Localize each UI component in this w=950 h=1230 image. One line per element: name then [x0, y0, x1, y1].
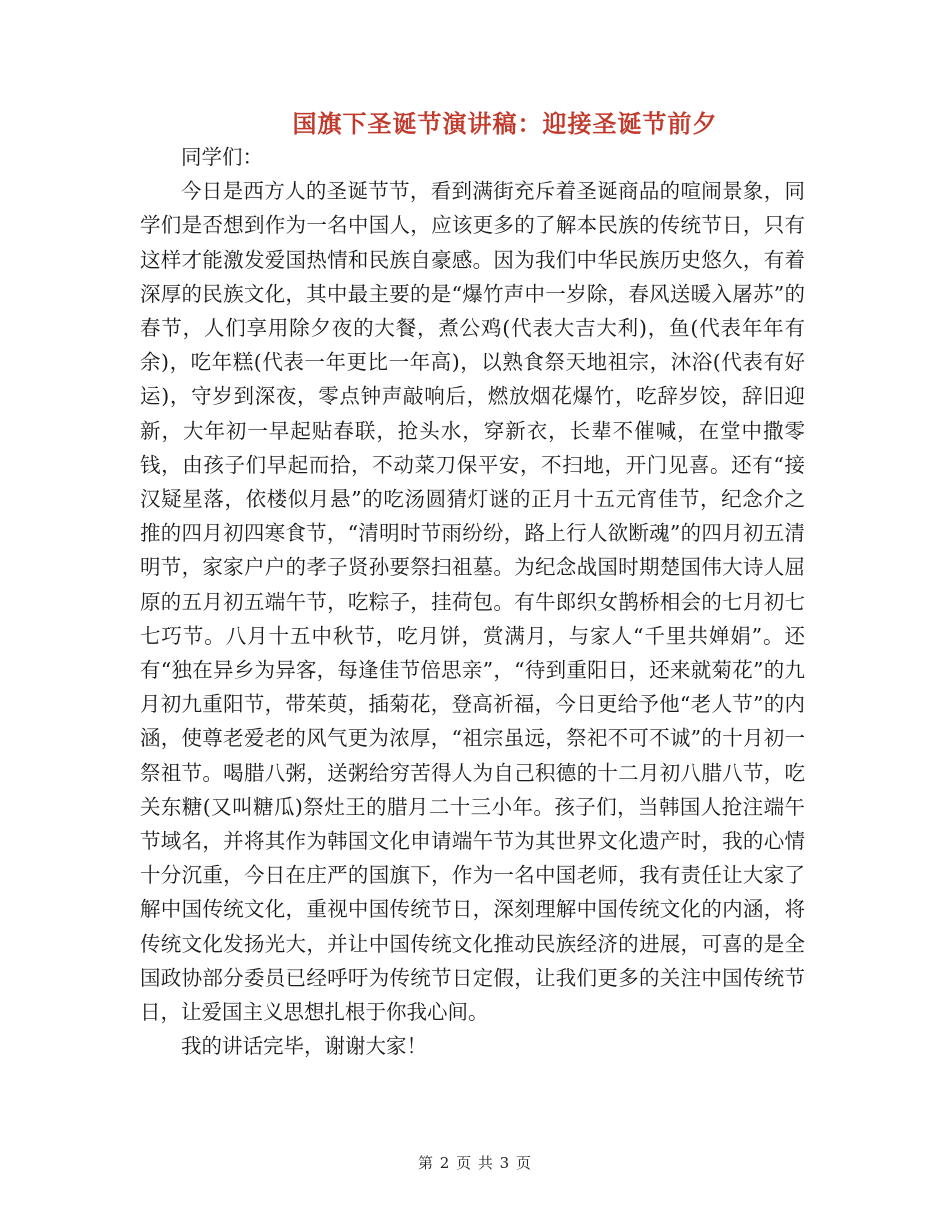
body-paragraph: 今日是西方人的圣诞节节，看到满街充斥着圣诞商品的喧闹景象，同学们是否想到作为一名中国人，应该更多的了解本民族的传统节日，只有这样才能激发爱国热情和民族自豪感。因为我们中华民族历史悠久，有着深厚的民族文化，其中最主要的是“爆竹声中一岁除，春风送暖入屠苏”的春节，人们享用除夕夜的大餐，煮公鸡(代表大吉大利)，鱼(代表年年有余)，吃年糕(代表一年更比一年高)，以熟食祭天地祖宗，沐浴(代表有好运)，守岁到深夜，零点钟声敲响后，燃放烟花爆竹，吃辞岁饺，辞旧迎新，大年初一早起贴春联，抢头水，穿新衣，长辈不催喊，在堂中撒零钱，由孩子们早起而拾，不动菜刀保平安，不扫地，开门见喜。还有“接汉疑星落，依楼似月悬”的吃汤圆猜灯谜的正月十五元宵佳节，纪念介之推的四月初四寒食节，“清明时节雨纷纷，路上行人欲断魂”的四月初五清明节，家家户户的孝子贤孙要祭扫祖墓。为纪念战国时期楚国伟大诗人屈原的五月初五端午节，吃粽子，挂荷包。有牛郎织女鹊桥相会的七月初七七巧节。八月十五中秋节，吃月饼，赏满月，与家人“千里共婵娟”。还有“独在异乡为异客，每逢佳节倍思亲”，“待到重阳日，还来就菊花”的九月初九重阳节，带茱萸，插菊花，登高祈福，今日更给予他“老人节”的内涵，使尊老爱老的风气更为浓厚，“祖宗虽远，祭祀不可不诚”的十月初一祭祖节。喝腊八粥，送粥给穷苦得人为自己积德的十二月初八腊八节，吃关东糖(又叫糖瓜)祭灶王的腊月二十三小年。孩子们，当韩国人抢注端午节域名，并将其作为韩国文化申请端午节为其世界文化遗产时，我的心情十分沉重，今日在庄严的国旗下，作为一名中国老师，我有责任让大家了解中国传统文化，重视中国传统节日，深刻理解中国传统文化的内涵，将传统文化发扬光大，并让中国传统文化推动民族经济的进展，可喜的是全国政协部分委员已经呼吁为传统节日定假，让我们更多的关注中国传统节日，让爱国主义思想扎根于你我心间。 — [140, 179, 805, 1025]
document-body — [140, 140, 805, 1063]
document-title: 国旗下圣诞节演讲稿：迎接圣诞节前夕 — [292, 109, 718, 138]
greeting: 同学们： — [181, 145, 263, 169]
page-number-footer: 第 2 页 共 3 页 — [418, 1154, 532, 1172]
closing-line: 我的讲话完毕，谢谢大家！ — [181, 1034, 427, 1059]
